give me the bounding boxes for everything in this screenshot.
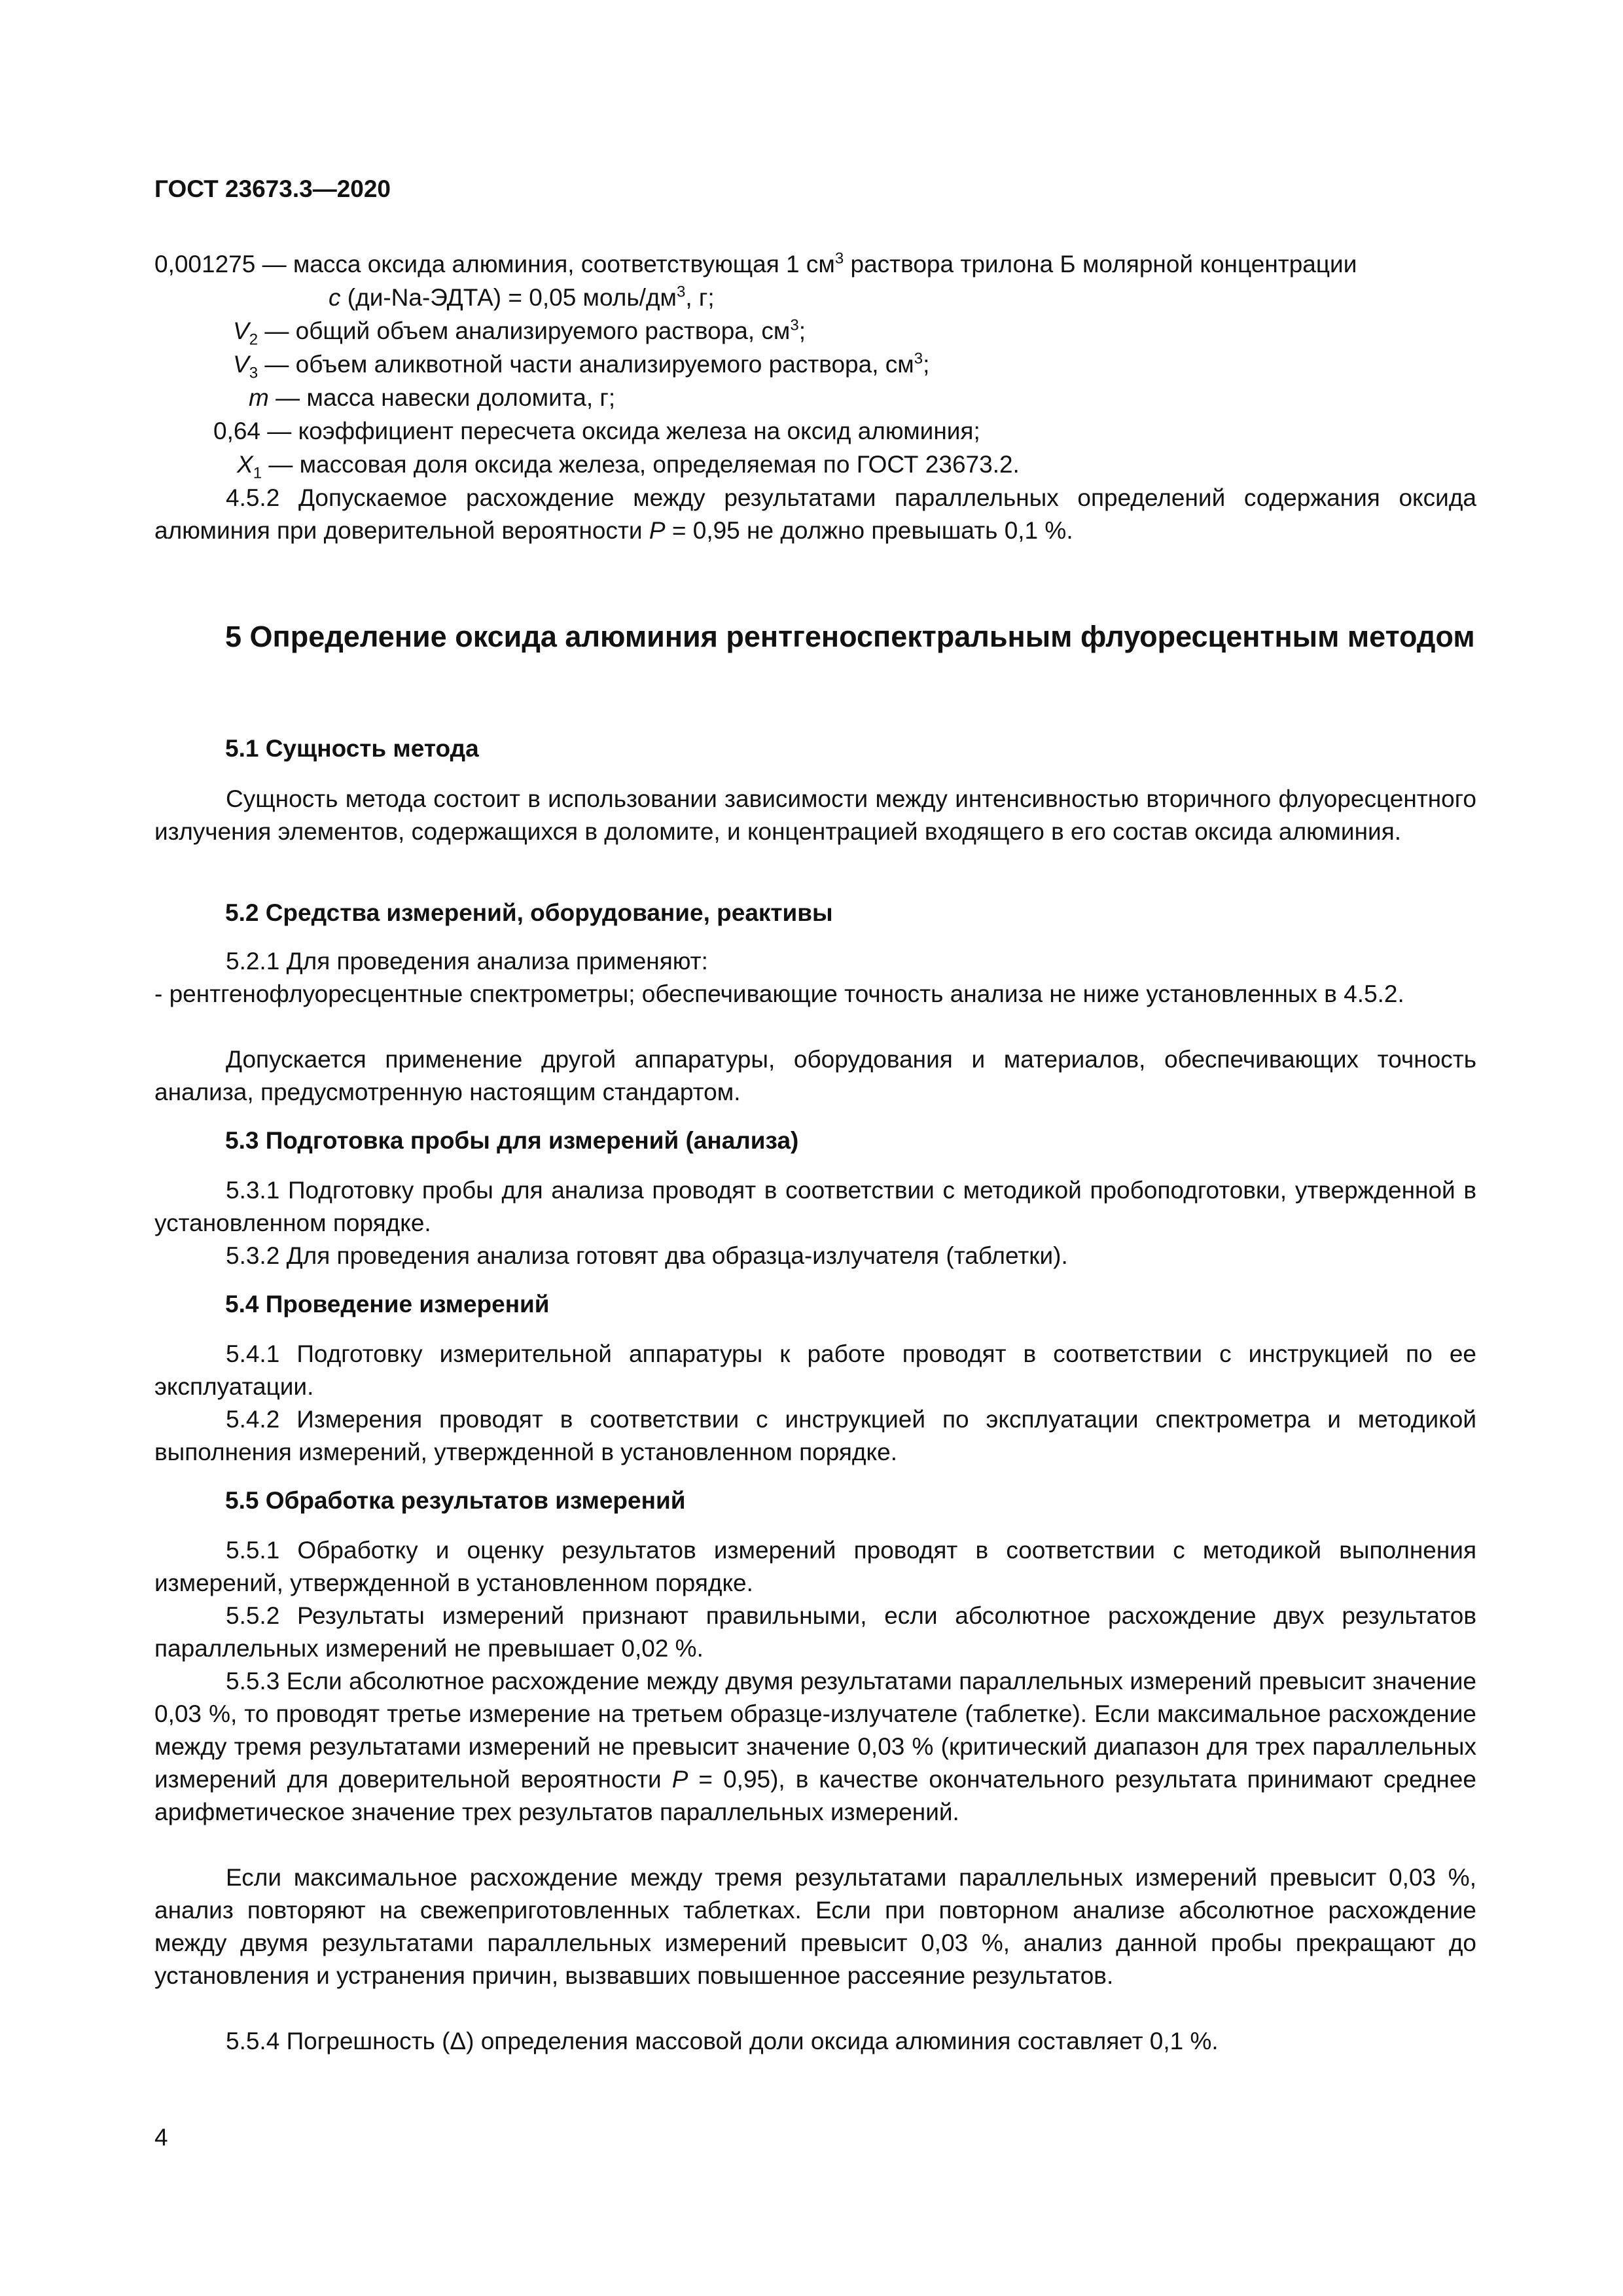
clause-5-5-1: 5.5.1 Обработку и оценку результатов измерений проводят в соответствии с методикой выполнения измерений, утвержденной в установленном порядке.: [154, 1537, 1476, 1596]
section-5-title: 5 Определение оксида алюминия рентгеноспектральным флуоресцентным методом: [225, 620, 1475, 653]
page-number: 4: [154, 2124, 168, 2151]
clause-5-3-1: 5.3.1 Подготовку пробы для анализа проводят в соответствии с методикой пробоподготовки, утвержденной в установленном порядке.: [154, 1177, 1476, 1236]
clause-5-5-2: 5.5.2 Результаты измерений признают правильными, если абсолютное расхождение двух результатов параллельных измерений не превышает 0,02 %.: [154, 1602, 1476, 1662]
legend-line-x1: $X_1$ — массовая доля оксида железа, определяемая по ГОСТ 23673.2.: [237, 451, 1020, 482]
clause-5-5-3: 5.5.3 Если абсолютное расхождение между двумя результатами параллельных измерений превысит значение 0,03 %, то проводят третье измерение на третьем образце-излучателе (таблетке). Если максимальное расхождение между тремя результатами измерений не превысит значение 0,03 % (критический диапазон для трех параллельных измерений для доверительной вероятности Р = 0,95), в качестве окончательного результата принимают среднее арифметическое значение трех результатов параллельных измерений.: [154, 1668, 1476, 1825]
clause-5-5-3-continued: Если максимальное расхождение между тремя результатами параллельных измерений превысит 0,03 %, анализ повторяют на свежеприготовленных таблетках. Если при повторном анализе абсолютное расхождение между двумя результатами параллельных измерений превысит 0,03 %, анализ данной пробы прекращают до установления и устранения причин, вызвавших повышенное рассеяние результатов.: [154, 1864, 1476, 1989]
legend-line-coefficient: 0,001275 — масса оксида алюминия, соответствующая 1 $см^3$ раствора трилона Б молярной концентрации: [154, 249, 1357, 278]
clause-5-5-4: 5.5.4 Погрешность (Δ) определения массовой доли оксида алюминия составляет 0,1 %.: [226, 2028, 1219, 2054]
subsection-5-4-heading: 5.4 Проведение измерений: [225, 1291, 550, 1318]
clause-5-4-2: 5.4.2 Измерения проводят в соответствии с инструкцией по эксплуатации спектрометра и методикой выполнения измерений, утвержденной в установленном порядке.: [154, 1406, 1476, 1465]
formula-legend: [154, 247, 1476, 481]
document-header: ГОСТ 23673.3—2020: [154, 175, 391, 202]
legend-line-v3: $V_3$ — объем аликвотной части анализируемого раствора, $см^3$;: [233, 350, 930, 382]
subsection-5-1-text: Сущность метода состоит в использовании зависимости между интенсивностью вторичного флуоресцентного излучения элементов, содержащихся в доломите, и концентрацией входящего в его состав оксида алюминия.: [154, 785, 1476, 845]
subsection-5-5-heading: 5.5 Обработка результатов измерений: [225, 1487, 686, 1514]
clause-5-2-note: Допускается применение другой аппаратуры, оборудования и материалов, обеспечивающих точность анализа, предусмотренную настоящим стандартом.: [154, 1046, 1476, 1105]
legend-line-v2: $V_2$ — общий объем анализируемого раствора, $см^3$;: [233, 316, 806, 349]
subsection-5-1-heading: 5.1 Сущность метода: [225, 735, 479, 762]
legend-line-concentration: с (ди-Na-ЭДТА) = 0,05 моль/$дм^3$, г;: [329, 283, 715, 311]
clause-5-3-2: 5.3.2 Для проведения анализа готовят два образца-излучателя (таблетки).: [226, 1242, 1068, 1269]
subsection-5-3-heading: 5.3 Подготовка пробы для измерений (анализа): [225, 1127, 799, 1154]
clause-4-5-2: 4.5.2 Допускаемое расхождение между результатами параллельных определений содержания оксида алюминия при доверительной вероятности Р = 0,95 не должно превышать 0,1 %.: [154, 484, 1476, 544]
legend-line-mass: m — масса навески доломита, г;: [249, 384, 616, 411]
legend-line-factor: 0,64 — коэффициент пересчета оксида железа на оксид алюминия;: [213, 418, 980, 444]
subsection-5-2-heading: 5.2 Средства измерений, оборудование, реактивы: [225, 899, 833, 926]
clause-5-2-1-item: - рентгенофлуоресцентные спектрометры; обеспечивающие точность анализа не ниже установленных в 4.5.2.: [154, 980, 1404, 1007]
clause-5-2-1: 5.2.1 Для проведения анализа применяют:: [226, 948, 708, 975]
clause-5-4-1: 5.4.1 Подготовку измерительной аппаратуры к работе проводят в соответствии с инструкцией по ее эксплуатации.: [154, 1340, 1476, 1400]
